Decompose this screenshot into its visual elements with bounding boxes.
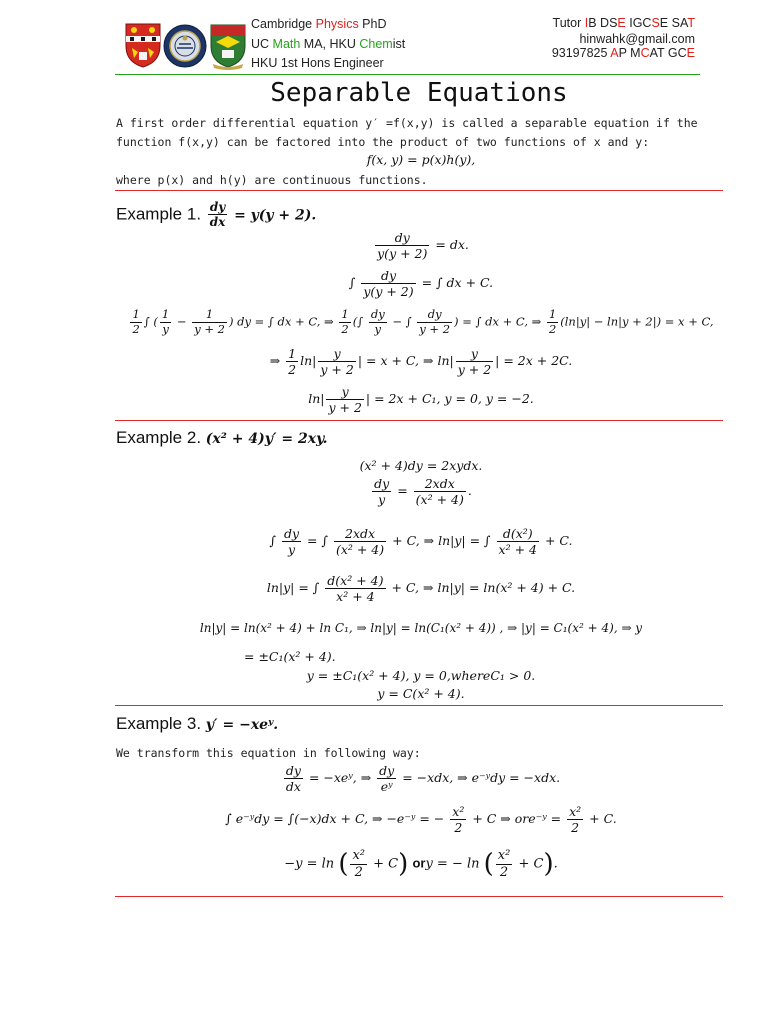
intro-line-3: where p(x) and h(y) are continuous functions. — [116, 173, 428, 187]
intro-line-2: function f(x,y) can be factored into the product of two functions of x and y: — [116, 135, 650, 149]
example-label: Example 1. — [116, 204, 202, 224]
header-text: ist — [392, 37, 406, 51]
equation-text: = −xdx, ⇒ e⁻ʸdy = −xdx. — [402, 770, 561, 785]
example-equation: = y(y + 2). — [234, 207, 317, 224]
equation-text: or — [412, 855, 426, 871]
section-divider — [115, 190, 723, 191]
cambridge-crest-icon — [124, 22, 162, 72]
equation-text: 2xdx — [414, 476, 466, 492]
header-highlight: T — [687, 16, 695, 30]
header-text: IGC — [625, 16, 652, 30]
equation-text: = ∫ dx + C, ⇒ — [462, 314, 542, 329]
header-credentials-line2 — [251, 37, 405, 51]
equation-text: + C ⇒ ore⁻ʸ = — [472, 811, 562, 826]
ex2-step-7: y = ±C₁(x² + 4), y = 0,whereC₁ > 0. — [306, 668, 536, 683]
example-label: Example 3. — [116, 714, 202, 733]
equation-text: (ln|y| − ln|y + 2|) = x + C, — [560, 314, 714, 329]
header-credentials-line1 — [251, 17, 387, 31]
example-label: Example 2. — [116, 428, 202, 447]
equation-text: ∫ e⁻ʸdy = ∫(−x)dx + C, ⇒ −e⁻ʸ = − — [225, 811, 445, 826]
equation-text: = 2x + 2C. — [503, 353, 573, 368]
example-3-heading — [116, 714, 278, 734]
uc-seal-icon — [163, 24, 207, 72]
header-highlight: Math — [272, 37, 301, 51]
header-highlight: Chem — [359, 37, 393, 51]
header-text: AT GC — [649, 46, 687, 60]
ex1-step-4: ⇒ $\frac{1}{2}$ ln| $\frac{y}{y + 2}$ | = x + C, ⇒ ln| $\frac{y}{y + 2}$ | = 2x + 2C. — [269, 346, 573, 377]
equation-text: = 2x + C₁, y = 0, y = −2. — [374, 391, 534, 406]
header-text: 93197825 — [551, 46, 611, 60]
equation-text: y = − ln — [425, 856, 480, 872]
example-2-heading — [116, 428, 328, 448]
ex3-intro: We transform this equation in following way: — [116, 746, 421, 760]
ex3-step-1: $\frac{dy}{dx}$ = −xeʸ, ⇒ $\frac{dy}{\text{eʸ}}$ = −xdx, ⇒ e⁻ʸdy = −xdx. — [285, 763, 561, 794]
header-text: DS — [596, 16, 618, 30]
ex1-step-5: ln| $\frac{y}{y + 2}$ | = 2x + C₁, y = 0, y = −2. — [308, 384, 534, 415]
equation-text: + C — [518, 856, 544, 872]
ex2-step-6: = ±C₁(x² + 4). — [244, 649, 336, 664]
ex2-step-8: y = C(x² + 4). — [377, 686, 465, 701]
section-divider — [115, 896, 723, 897]
header-text: Cambridge — [251, 17, 316, 31]
header-text: PhD — [358, 17, 387, 31]
ex2-step-4: ln|y| = ∫ $\frac{\text{d(x² + 4)}}{\text{x² + 4}}$ + C, ⇒ ln|y| = ln(x² + 4) + C. — [266, 573, 576, 604]
equation-text: (x² + 4) — [415, 492, 464, 507]
equation-text: dy = ∫ dx + C, ⇒ — [237, 314, 334, 329]
ex2-step-5: ln|y| = ln(x² + 4) + ln C₁, ⇒ ln|y| = ln(C₁(x² + 4)) , ⇒ |y| = C₁(x² + 4), ⇒ y — [199, 621, 643, 635]
header-text: UC — [251, 37, 273, 51]
ex2-step-2: $\frac{dy}{y}$ = $\frac{\text{2xdx}}{\text{(x² + 4)}}$ . — [374, 476, 472, 507]
header-text: E SA — [659, 16, 688, 30]
header-highlight: I — [584, 16, 589, 30]
equation-text: = x + C, ⇒ ln — [366, 353, 450, 368]
header-email[interactable]: hinwahk@gmail.com — [579, 32, 695, 46]
equation-text: + C — [373, 856, 399, 872]
equation-text: ln|y| = ∫ — [266, 580, 320, 595]
ex2-step-3: ∫ $\frac{dy}{y}$ = ∫ $\frac{\text{2xdx}}{\text{(x² + 4)}}$ + C, ⇒ ln|y| = ∫ $\frac{\text{d(x²)}}{\text{x² + 4}}$ + C. — [269, 526, 573, 557]
equation-text: = dx. — [435, 237, 469, 252]
header-credentials-line3: HKU 1st Hons Engineer — [251, 56, 384, 70]
equation-text: = −xeʸ, ⇒ — [308, 770, 372, 785]
equation-text: + C. — [544, 533, 573, 548]
header-divider — [115, 74, 700, 75]
fraction: $\frac{dy}{dx}$ — [209, 200, 226, 230]
ex3-step-3: −y = ln ( $\frac{\text{x²}}{2}$ + C) ory = − ln ( $\frac{\text{x²}}{2}$ + C). — [284, 848, 558, 880]
header-highlight: A — [610, 46, 619, 60]
header-highlight: E — [617, 16, 626, 30]
header-text: B — [588, 16, 597, 30]
ex1-step-3: $\frac{1}{2}$ ∫ ( $\frac{1}{y}$ − $\frac{1}{y + 2}$ ) dy = ∫ dx + C, ⇒ $\frac{1}{2}$ (∫ $\frac{dy}{y}$ − ∫ $\frac{dy}{y + 2}$ ) = ∫ dx + C, ⇒ $\frac{1}{2}$ (ln|y| − ln|y + 2|) = x + C, — [132, 307, 714, 336]
ex3-step-2: ∫ e⁻ʸdy = ∫(−x)dx + C, ⇒ −e⁻ʸ = − $\frac{\text{x²}}{2}$ + C ⇒ ore⁻ʸ = $\frac{\text{x²}}{2}$ + C. — [225, 804, 617, 835]
example-equation: (x² + 4)y′ = 2xy. — [205, 431, 328, 447]
hku-crest-icon — [208, 22, 248, 74]
header-highlight: E — [686, 46, 695, 60]
intro-formula: f(x, y) = p(x)h(y), — [366, 152, 476, 167]
header-highlight: S — [651, 16, 660, 30]
example-1-heading — [116, 200, 316, 230]
equation-text: + C, ⇒ ln|y| = ∫ — [392, 533, 491, 548]
header-phone — [552, 46, 695, 60]
equation-text: + C. — [589, 811, 617, 826]
equation-text: = ∫ dx + C. — [421, 275, 494, 290]
header-text: Tutor — [552, 16, 585, 30]
header-highlight: Physics — [315, 17, 359, 31]
section-divider — [115, 420, 723, 421]
intro-line-1: A first order differential equation y′ =f(x,y) is called a separable equation if the — [116, 116, 698, 130]
header-text: MA, HKU — [300, 37, 360, 51]
equation-text: −y = ln — [284, 856, 335, 872]
header-subjects — [553, 16, 695, 30]
header-highlight: C — [640, 46, 650, 60]
header-text: P M — [618, 46, 641, 60]
ex1-step-1: $\frac{dy}{y(y + 2)}$ = dx. — [377, 230, 469, 261]
equation-text: + C, ⇒ ln|y| = ln(x² + 4) + C. — [391, 580, 576, 595]
ex2-step-1: (x² + 4)dy = 2xydx. — [359, 458, 483, 473]
example-equation: y′ = −xeʸ. — [205, 717, 279, 733]
section-divider — [115, 705, 723, 706]
page-title: Separable Equations — [270, 78, 568, 108]
ex1-step-2: ∫ $\frac{dy}{y(y + 2)}$ = ∫ dx + C. — [348, 268, 494, 299]
